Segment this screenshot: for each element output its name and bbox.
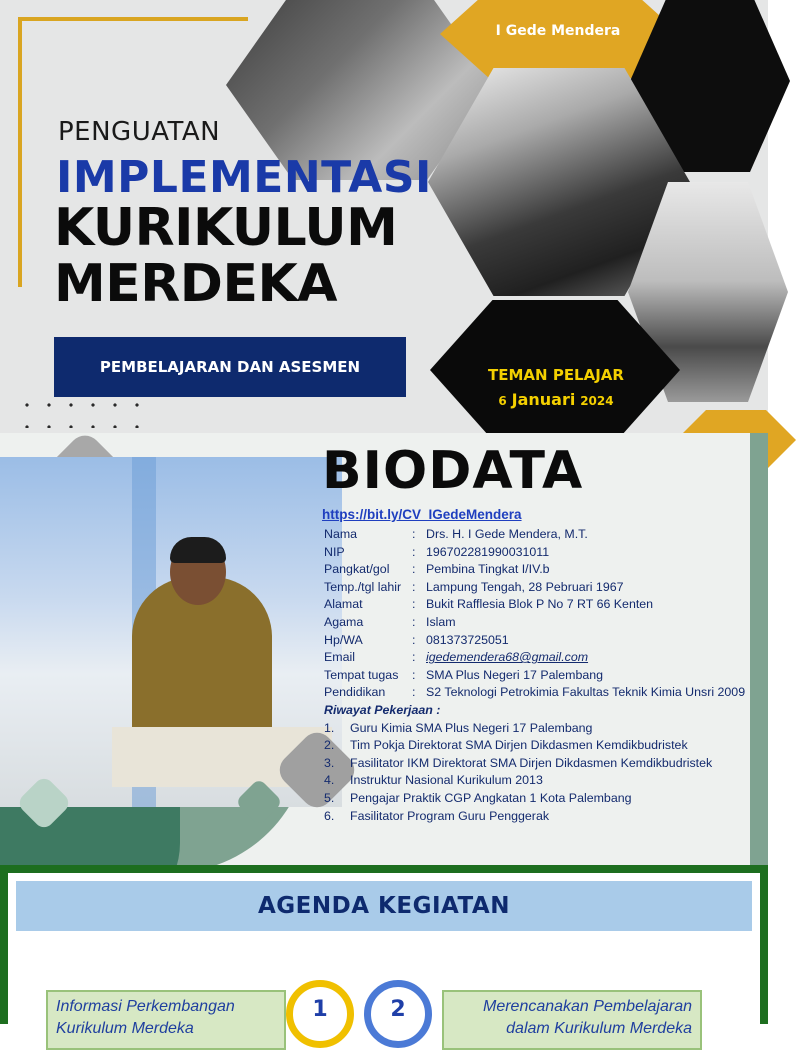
- bio-value: Lampung Tengah, 28 Pebruari 1967: [426, 579, 624, 594]
- agenda-number-1: 1: [286, 980, 354, 1048]
- bio-row-hp: [324, 632, 752, 650]
- bio-row-email: [324, 649, 752, 667]
- person-hair: [170, 537, 226, 563]
- riwayat-number: 4.: [324, 773, 335, 788]
- bio-value: SMA Plus Negeri 17 Palembang: [426, 667, 604, 682]
- subtitle-banner: [54, 337, 406, 397]
- biodata-title: BIODATA: [322, 441, 584, 501]
- agenda-header: [16, 881, 752, 931]
- bio-value: S2 Teknologi Petrokimia Fakultas Teknik Kimia Unsri 2009: [426, 685, 746, 700]
- bio-row-agama: [324, 614, 752, 632]
- riwayat-item: [324, 772, 752, 790]
- agenda-slide: [0, 865, 768, 1037]
- riwayat-text: Guru Kimia SMA Plus Negeri 17 Palembang: [350, 720, 593, 735]
- bio-label: Pendidikan: [324, 685, 386, 700]
- riwayat-number: 1.: [324, 720, 335, 735]
- bio-row-pendidikan: [324, 684, 752, 702]
- bio-value: 081373725051: [426, 632, 509, 647]
- agenda-item-2: Merencanakan Pembelajaran dalam Kurikulum Merdeka: [442, 990, 702, 1050]
- email-link[interactable]: igedemendera68@gmail.com: [426, 650, 589, 665]
- riwayat-text: Pengajar Praktik CGP Angkatan 1 Kota Palembang: [350, 790, 632, 805]
- bio-row-pangkat: [324, 561, 752, 579]
- event-name: TEMAN PELAJAR: [488, 366, 624, 384]
- biodata-table: [324, 526, 752, 825]
- title-line-3: KURIKULUM: [54, 198, 398, 258]
- bio-separator: :: [412, 667, 416, 682]
- bio-separator: :: [412, 579, 416, 594]
- title-line-1: PENGUATAN: [58, 117, 221, 147]
- agenda-item-1: Informasi Perkembangan Kurikulum Merdeka: [46, 990, 286, 1050]
- riwayat-item: [324, 720, 752, 738]
- event-date: [470, 390, 642, 409]
- bio-label: Email: [324, 650, 355, 665]
- bio-label: Temp./tgl lahir: [324, 579, 402, 594]
- agenda-content-area: [8, 873, 760, 1037]
- date-day: 6: [498, 394, 507, 408]
- bio-separator: :: [412, 685, 416, 700]
- subtitle-text: PEMBELAJARAN DAN ASESMEN: [99, 358, 361, 376]
- agenda-number-2: 2: [364, 980, 432, 1048]
- riwayat-title: Riwayat Pekerjaan :: [324, 702, 441, 717]
- bio-row-nip: [324, 544, 752, 562]
- agenda-title: AGENDA KEGIATAN: [258, 893, 510, 919]
- bio-label: Hp/WA: [324, 632, 363, 647]
- bio-separator: :: [412, 562, 416, 577]
- bio-label: Pangkat/gol: [324, 562, 390, 577]
- bio-separator: :: [412, 632, 416, 647]
- bio-row-nama: [324, 526, 752, 544]
- date-year: 2024: [580, 394, 614, 408]
- riwayat-text: Fasilitator IKM Direktorat SMA Dirjen Dikdasmen Kemdikbudristek: [350, 755, 713, 770]
- riwayat-item: [324, 737, 752, 755]
- bio-label: Nama: [324, 527, 358, 541]
- bio-label: Tempat tugas: [324, 667, 399, 682]
- riwayat-text: Instruktur Nasional Kurikulum 2013: [350, 773, 543, 788]
- riwayat-item: [324, 808, 752, 826]
- riwayat-number: 2.: [324, 738, 335, 753]
- cv-link[interactable]: https://bit.ly/CV_IGedeMendera: [322, 507, 522, 522]
- bio-separator: :: [412, 650, 416, 665]
- bio-label: Agama: [324, 614, 364, 629]
- riwayat-text: Fasilitator Program Guru Penggerak: [350, 808, 550, 823]
- dot-pattern: [16, 394, 146, 428]
- riwayat-number: 6.: [324, 808, 335, 823]
- biodata-slide: [0, 433, 768, 865]
- bio-row-ttl: [324, 579, 752, 597]
- cover-slide: [0, 0, 768, 433]
- riwayat-item: [324, 790, 752, 808]
- bio-separator: :: [412, 614, 416, 629]
- riwayat-number: 3.: [324, 755, 335, 770]
- riwayat-number: 5.: [324, 790, 335, 805]
- bio-label: Alamat: [324, 597, 363, 612]
- bio-value: 196702281990031011: [426, 544, 550, 559]
- bio-separator: :: [412, 597, 416, 612]
- bio-value: Islam: [426, 614, 456, 629]
- bio-separator: :: [412, 544, 416, 559]
- riwayat-item: [324, 755, 752, 773]
- bio-value: Pembina Tingkat I/IV.b: [426, 562, 550, 577]
- riwayat-text: Tim Pokja Direktorat SMA Dirjen Dikdasmen Kemdikbudristek: [350, 738, 688, 753]
- title-line-4: MERDEKA: [54, 254, 338, 314]
- green-right-strip: [750, 433, 768, 865]
- bio-label: NIP: [324, 544, 345, 559]
- author-name: I Gede Mendera: [495, 23, 621, 39]
- bio-row-tempat-tugas: [324, 667, 752, 685]
- bio-separator: :: [412, 527, 416, 541]
- bio-value: Bukit Rafflesia Blok P No 7 RT 66 Kenten: [426, 597, 654, 612]
- title-line-2: IMPLEMENTASI: [56, 152, 432, 203]
- bio-value: Drs. H. I Gede Mendera, M.T.: [426, 527, 588, 541]
- bio-row-alamat: [324, 596, 752, 614]
- date-month: Januari: [511, 390, 576, 409]
